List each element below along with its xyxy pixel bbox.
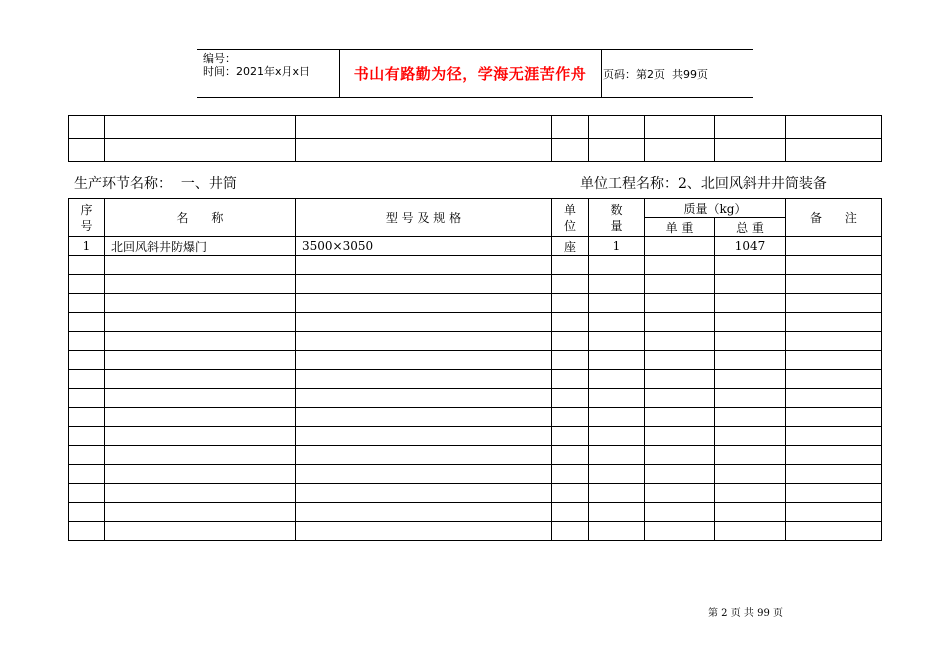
header-meta [197,50,340,97]
cell-qty: 1 [589,237,645,256]
empty-cell [105,465,296,484]
empty-cell [589,503,645,522]
empty-cell [552,446,589,465]
empty-cell [552,465,589,484]
cell-name: 北回风斜井防爆门 [105,237,296,256]
empty-cell [296,313,552,332]
table-row [69,370,882,389]
empty-cell [715,294,786,313]
empty-cell [645,313,715,332]
empty-cell [69,446,105,465]
empty-cell [715,256,786,275]
empty-cell [786,275,882,294]
cell-total-weight: 1047 [715,237,786,256]
empty-cell [296,256,552,275]
empty-cell [552,313,589,332]
empty-cell [715,313,786,332]
empty-cell [645,351,715,370]
empty-cell [645,370,715,389]
empty-cell [69,370,105,389]
empty-cell [105,503,296,522]
empty-cell [105,427,296,446]
table-row [69,139,882,162]
empty-cell [69,465,105,484]
empty-cell [105,351,296,370]
empty-cell [552,503,589,522]
page-footer: 第 2 页 共 99 页 [708,608,783,619]
unit-project-label: 单位工程名称：2、北回风斜井井筒装备 [580,176,827,192]
empty-cell [645,484,715,503]
page-code [603,50,753,97]
empty-cell [69,332,105,351]
table-row [69,408,882,427]
empty-cell [786,408,882,427]
empty-cell [786,256,882,275]
empty-cell [645,427,715,446]
empty-cell [786,370,882,389]
table-row [69,256,882,275]
empty-cell [296,294,552,313]
empty-cell [552,389,589,408]
empty-cell [105,332,296,351]
header-total-weight: 总 重 [715,218,786,237]
header-unit: 单位 [552,199,589,237]
empty-cell [69,275,105,294]
empty-cell [589,256,645,275]
top-empty-table [68,115,882,162]
empty-cell [296,465,552,484]
empty-cell [589,446,645,465]
table-row [69,522,882,541]
empty-cell [786,332,882,351]
empty-cell [105,294,296,313]
empty-cell [645,332,715,351]
empty-cell [552,275,589,294]
empty-cell [786,294,882,313]
empty-cell [589,408,645,427]
equipment-table [68,198,882,541]
empty-cell [786,503,882,522]
empty-cell [69,522,105,541]
header-seq: 序号 [69,199,105,237]
empty-cell [645,503,715,522]
empty-cell [552,484,589,503]
empty-cell [105,275,296,294]
empty-cell [645,522,715,541]
empty-cell [715,275,786,294]
empty-cell [786,427,882,446]
empty-cell [296,389,552,408]
empty-cell [645,294,715,313]
empty-cell [69,503,105,522]
cell-seq: 1 [69,237,105,256]
empty-cell [296,370,552,389]
empty-cell [786,313,882,332]
empty-cell [296,446,552,465]
empty-cell [715,351,786,370]
empty-cell [552,370,589,389]
empty-cell [715,446,786,465]
table-row [69,116,882,139]
empty-cell [786,484,882,503]
table-row [69,313,882,332]
table-row [69,389,882,408]
empty-cell [69,351,105,370]
empty-cell [105,313,296,332]
empty-cell [715,408,786,427]
empty-cell [645,275,715,294]
empty-cell [552,256,589,275]
empty-cell [552,522,589,541]
header-name: 名 称 [105,199,296,237]
empty-cell [69,427,105,446]
slogan: 书山有路勤为径，学海无涯苦作舟 [339,50,602,97]
table-row [69,237,882,256]
empty-cell [552,351,589,370]
empty-cell [786,465,882,484]
cell-remark [786,237,882,256]
empty-cell [69,294,105,313]
empty-cell [296,275,552,294]
header-unit-weight: 单 重 [645,218,715,237]
table-row [69,275,882,294]
empty-cell [589,465,645,484]
table-header-row [69,199,882,218]
empty-cell [645,465,715,484]
empty-cell [786,522,882,541]
empty-cell [589,275,645,294]
empty-cell [715,465,786,484]
empty-cell [69,256,105,275]
cell-unit-weight [645,237,715,256]
table-row [69,427,882,446]
header-qty: 数量 [589,199,645,237]
empty-cell [715,332,786,351]
cell-unit: 座 [552,237,589,256]
empty-cell [589,389,645,408]
cell-model: 3500×3050 [296,237,552,256]
empty-cell [296,427,552,446]
empty-cell [296,484,552,503]
page-code-text: 页码：第2页 共99页 [603,67,708,81]
empty-cell [552,427,589,446]
empty-cell [786,446,882,465]
empty-cell [296,408,552,427]
table-row [69,484,882,503]
empty-cell [589,313,645,332]
empty-cell [645,408,715,427]
empty-cell [296,522,552,541]
number-label: 编号： [203,52,236,65]
empty-cell [715,522,786,541]
empty-cell [552,294,589,313]
header-remark: 备 注 [786,199,882,237]
empty-cell [552,408,589,427]
empty-cell [69,408,105,427]
empty-cell [105,389,296,408]
empty-cell [645,389,715,408]
empty-cell [105,256,296,275]
time-label: 时间：2021年x月x日 [203,65,311,78]
empty-cell [589,522,645,541]
empty-cell [69,484,105,503]
empty-cell [715,370,786,389]
empty-cell [69,389,105,408]
empty-cell [296,503,552,522]
empty-cell [105,446,296,465]
empty-cell [715,389,786,408]
empty-cell [296,332,552,351]
empty-cell [645,446,715,465]
empty-cell [296,351,552,370]
table-row [69,446,882,465]
header-mass: 质量（kg） [645,199,786,218]
empty-cell [715,484,786,503]
empty-cell [715,503,786,522]
empty-cell [786,389,882,408]
empty-cell [105,370,296,389]
document-header [197,49,753,98]
table-row [69,465,882,484]
empty-cell [589,427,645,446]
empty-cell [105,522,296,541]
header-model: 型 号 及 规 格 [296,199,552,237]
empty-cell [786,351,882,370]
table-row [69,351,882,370]
production-stage-label: 生产环节名称： 一、井筒 [74,176,237,192]
empty-cell [589,294,645,313]
empty-cell [105,408,296,427]
table-row [69,294,882,313]
empty-cell [589,370,645,389]
empty-cell [589,484,645,503]
empty-cell [552,332,589,351]
empty-cell [645,256,715,275]
empty-cell [589,351,645,370]
empty-cell [589,332,645,351]
empty-cell [715,427,786,446]
table-row [69,332,882,351]
empty-cell [69,313,105,332]
empty-cell [105,484,296,503]
table-row [69,503,882,522]
